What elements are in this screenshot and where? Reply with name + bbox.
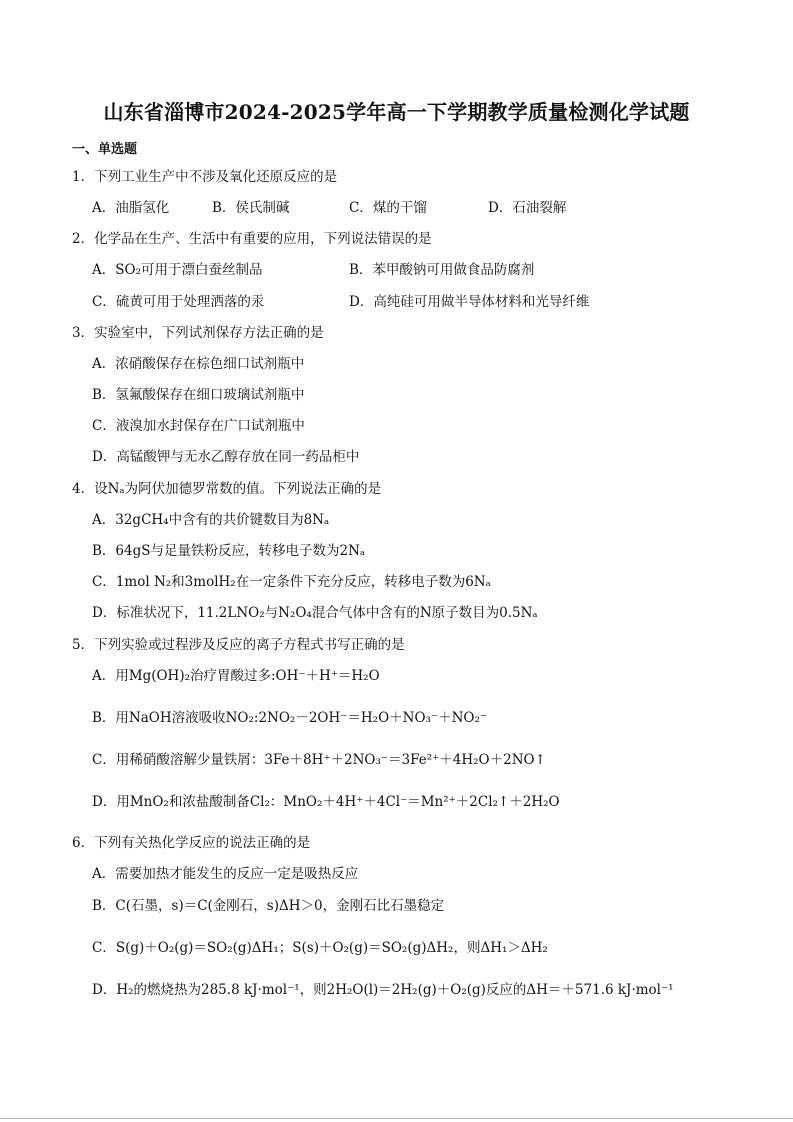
q1-option-b: B．侯氏制碱 xyxy=(212,200,290,216)
q1-option-a: A．油脂氢化 xyxy=(92,200,170,216)
q6-option-a: A．需要加热才能发生的反应一定是吸热反应 xyxy=(92,866,359,882)
page-bottom-rule xyxy=(0,1118,793,1119)
question-1-stem: 1．下列工业生产中不涉及氧化还原反应的是 xyxy=(72,169,338,185)
question-4-stem: 4．设Nₐ为阿伏加德罗常数的值。下列说法正确的是 xyxy=(72,481,382,497)
q4-option-a: A．32gCH₄中含有的共价键数目为8Nₐ xyxy=(92,512,330,528)
question-5-stem: 5．下列实验或过程涉及反应的离子方程式书写正确的是 xyxy=(72,637,405,653)
q3-option-a: A．浓硝酸保存在棕色细口试剂瓶中 xyxy=(92,356,305,372)
question-2-stem: 2．化学品在生产、生活中有重要的应用，下列说法错误的是 xyxy=(72,231,432,247)
section-heading: 一、单选题 xyxy=(72,142,138,157)
q5-option-b: B．用NaOH溶液吸收NO₂:2NO₂－2OH⁻＝H₂O＋NO₃⁻＋NO₂⁻ xyxy=(92,710,487,726)
q2-option-c: C．硫黄可用于处理洒落的汞 xyxy=(92,294,265,310)
question-3-stem: 3．实验室中，下列试剂保存方法正确的是 xyxy=(72,325,324,341)
question-6-stem: 6．下列有关热化学反应的说法正确的是 xyxy=(72,835,311,851)
q2-option-b: B．苯甲酸钠可用做食品防腐剂 xyxy=(349,262,535,278)
q3-option-c: C．液溴加水封保存在广口试剂瓶中 xyxy=(92,418,305,434)
q4-option-b: B．64gS与足量铁粉反应，转移电子数为2Nₐ xyxy=(92,543,366,559)
q4-option-d: D．标准状况下，11.2LNO₂与N₂O₄混合气体中含有的N原子数目为0.5Nₐ xyxy=(92,605,538,621)
q1-option-d: D．石油裂解 xyxy=(488,200,567,216)
q6-option-d: D．H₂的燃烧热为285.8 kJ·mol⁻¹，则2H₂O(l)＝2H₂(g)＋O₂(g)反应的ΔH＝＋571.6 kJ·mol⁻¹ xyxy=(92,982,674,998)
q3-option-b: B．氢氟酸保存在细口玻璃试剂瓶中 xyxy=(92,387,305,403)
q6-option-c: C．S(g)＋O₂(g)＝SO₂(g)ΔH₁；S(s)＋O₂(g)＝SO₂(g)ΔH₂，则ΔH₁＞ΔH₂ xyxy=(92,940,548,956)
exam-title: 山东省淄博市2024-2025学年高一下学期教学质量检测化学试题 xyxy=(103,100,690,124)
q2-option-d: D．高纯硅可用做半导体材料和光导纤维 xyxy=(349,294,590,310)
q5-option-a: A．用Mg(OH)₂治疗胃酸过多:OH⁻＋H⁺＝H₂O xyxy=(92,668,380,684)
q1-option-c: C．煤的干馏 xyxy=(349,200,427,216)
q6-option-b: B．C(石墨，s)＝C(金刚石，s)ΔH＞0，金刚石比石墨稳定 xyxy=(92,898,445,914)
q4-option-c: C．1mol N₂和3molH₂在一定条件下充分反应，转移电子数为6Nₐ xyxy=(92,574,491,590)
q5-option-c: C．用稀硝酸溶解少量铁屑：3Fe＋8H⁺＋2NO₃⁻＝3Fe²⁺＋4H₂O＋2NO↑ xyxy=(92,752,546,768)
q3-option-d: D．高锰酸钾与无水乙醇存放在同一药品柜中 xyxy=(92,449,360,465)
q5-option-d: D．用MnO₂和浓盐酸制备Cl₂：MnO₂＋4H⁺＋4Cl⁻＝Mn²⁺＋2Cl₂↑＋2H₂O xyxy=(92,794,560,810)
q2-option-a: A．SO₂可用于漂白蚕丝制品 xyxy=(92,262,263,278)
